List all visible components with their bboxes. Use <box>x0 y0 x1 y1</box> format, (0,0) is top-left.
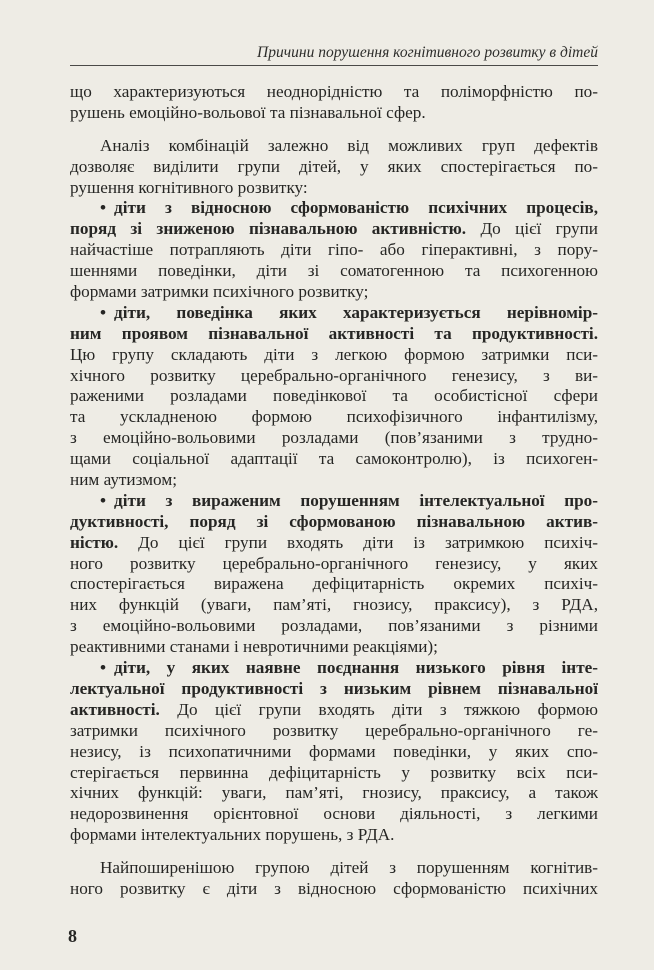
text-line: ним аутизмом; <box>70 470 177 490</box>
bold-text: поряд зі зниженою пізнавальною активністю. <box>70 219 467 239</box>
bullet-item-3 <box>70 491 598 658</box>
text-line: реактивними станами і невротичними реакціями); <box>70 637 438 657</box>
paragraph-intro <box>70 136 598 199</box>
text-line <box>70 658 598 679</box>
text-line: рушень емоційно-вольової та пізнавальної сфер. <box>70 102 426 122</box>
text-line: спостерігається виражена дефіцитарність окремих психіч- <box>70 574 598 594</box>
bullet-item-1 <box>70 198 598 302</box>
bullet-item-2 <box>70 303 598 491</box>
text-line: щами соціальної адаптації та самоконтролю), із психоген- <box>70 449 598 469</box>
text-line: та ускладненою формою психофізичного інфантилізму, <box>70 407 598 427</box>
text-line: недорозвинення орієнтовної основи діяльності, з легкими <box>70 804 598 824</box>
text-line <box>70 219 598 240</box>
page-body <box>70 82 598 900</box>
text-line: що характеризуються неоднорідністю та поліморфністю по- <box>70 82 598 101</box>
text-line: формами інтелектуальних порушень, з РДА. <box>70 825 395 845</box>
text-line: Цю групу складають діти з легкою формою затримки пси- <box>70 344 598 364</box>
text-line <box>70 700 598 721</box>
paragraph-continuation <box>70 82 598 124</box>
bold-text: ністю. <box>70 532 119 552</box>
text-line: лектуальної продуктивності з низьким рівнем пізнавальної <box>70 678 598 698</box>
plain-text: До цієї групи входять діти із затримкою психіч- <box>118 532 598 552</box>
text-line: них функцій (уваги, пам’яті, гнозису, праксису), з РДА, <box>70 595 598 615</box>
text-line: Аналіз комбінацій залежно від можливих груп дефектів <box>100 135 598 155</box>
bold-text: активності. <box>70 699 160 719</box>
header-rule <box>70 65 598 66</box>
text-line: дозволяє виділити групи дітей, у яких спостерігається по- <box>70 156 598 176</box>
text-line: хічних функцій: уваги, пам’яті, гнозису, праксису, а також <box>70 783 598 803</box>
bullet-icon: • <box>100 658 107 678</box>
plain-text: До цієї групи <box>466 219 598 239</box>
text-line: стерігається первинна дефіцитарність у розвитку всіх пси- <box>70 762 598 782</box>
text-line: ним проявом пізнавальної активності та продуктивності. <box>70 323 598 343</box>
text-line: формами затримки психічного розвитку; <box>70 282 369 302</box>
text-line: раженими розладами поведінкової та особистісної сфери <box>70 386 598 406</box>
text-line <box>70 303 598 324</box>
text-line: незису, із психопатичними формами поведінки, у яких спо- <box>70 741 598 761</box>
text-line: затримки психічного розвитку церебрально-органічного ге- <box>70 720 598 740</box>
text-line: хічного розвитку церебрально-органічного генезису, з ви- <box>70 365 598 385</box>
bold-text: діти, поведінка яких характеризується нерівномір- <box>114 302 598 322</box>
bullet-icon: • <box>100 198 107 218</box>
text-line: найчастіше потрапляють діти гіпо- або гіперактивні, з пору- <box>70 240 598 260</box>
paragraph-conclusion <box>70 858 598 900</box>
bold-text: діти, у яких наявне поєднання низького рівня інте- <box>114 658 598 678</box>
bullet-icon: • <box>100 302 107 322</box>
bold-text: діти з відносною сформованістю психічних процесів, <box>114 198 598 218</box>
bold-text: діти з вираженим порушенням інтелектуальної про- <box>114 490 598 510</box>
running-head: Причини порушення когнітивного розвитку в дітей <box>257 44 598 61</box>
text-line <box>70 533 598 554</box>
text-line: рушення когнітивного розвитку: <box>70 177 308 197</box>
bullet-icon: • <box>100 490 107 510</box>
text-line <box>70 491 598 512</box>
text-line: ного розвитку є діти з відносною сформованістю психічних <box>70 878 598 898</box>
text-line: з емоційно-вольовими розладами (пов’язаними з трудно- <box>70 428 598 448</box>
text-line: з емоційно-вольовими розладами, пов’язаними з різними <box>70 616 598 636</box>
plain-text: До цієї групи входять діти з тяжкою формою <box>159 699 598 719</box>
text-line: шеннями поведінки, діти зі соматогенною та психогенною <box>70 261 598 281</box>
text-line <box>70 198 598 219</box>
bullet-item-4 <box>70 658 598 846</box>
text-line: Найпоширенішою групою дітей з порушенням когнітив- <box>100 858 598 878</box>
text-line: дуктивності, поряд зі сформованою пізнавальною актив- <box>70 511 598 531</box>
text-line: ного розвитку церебрально-органічного генезису, у яких <box>70 553 598 573</box>
page-number: 8 <box>68 926 77 946</box>
